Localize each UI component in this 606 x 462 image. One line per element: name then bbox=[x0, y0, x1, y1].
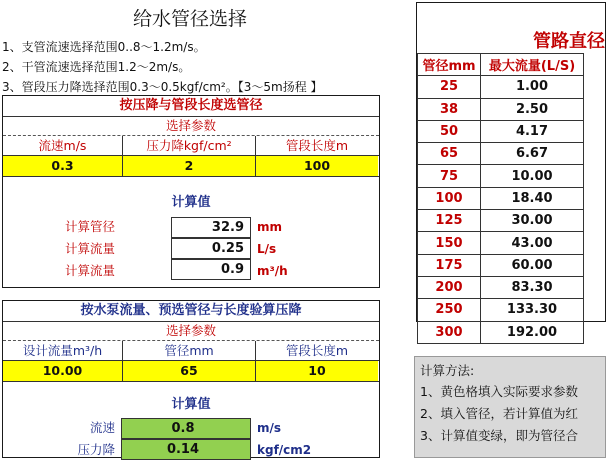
max-flow-cell: 4.17 bbox=[481, 120, 584, 142]
section2-results bbox=[3, 418, 379, 462]
pipe-table-row bbox=[418, 165, 584, 187]
pipe-table-row bbox=[418, 321, 584, 343]
column-header-diameter: 管径mm bbox=[123, 341, 256, 360]
velocity-input[interactable]: 0.3 bbox=[3, 156, 123, 176]
section-pressure-check bbox=[2, 300, 380, 458]
pipe-table-row bbox=[418, 143, 584, 165]
section1-column-headers bbox=[3, 136, 379, 156]
max-flow-cell: 10.00 bbox=[481, 165, 584, 187]
note-line-1: 1、支管流速选择范围0..8～1.2m/s。 bbox=[2, 40, 206, 54]
method-title: 计算方法: bbox=[420, 363, 475, 378]
section1-calc-label: 计算值 bbox=[171, 195, 211, 210]
method-line-2: 2、填入管径，若计算值为红 bbox=[420, 406, 578, 421]
pipe-table-grid bbox=[417, 53, 584, 344]
pipe-diameter-cell: 200 bbox=[418, 276, 481, 298]
calc-pressure-drop-label: 压力降 bbox=[77, 442, 115, 457]
max-flow-cell: 83.30 bbox=[481, 276, 584, 298]
pipe-diameter-cell: 150 bbox=[418, 232, 481, 254]
max-flow-cell: 18.40 bbox=[481, 187, 584, 209]
column-header-pressure-drop: 压力降kgf/cm² bbox=[123, 136, 256, 155]
section2-calc-label: 计算值 bbox=[171, 397, 211, 412]
pipe-table-header-row bbox=[418, 54, 584, 76]
pipe-diameter-cell: 75 bbox=[418, 165, 481, 187]
diameter-input[interactable]: 65 bbox=[123, 361, 256, 381]
max-flow-cell: 43.00 bbox=[481, 232, 584, 254]
calc-flow-m3h-unit: m³/h bbox=[257, 264, 288, 278]
pressure-drop-input[interactable]: 2 bbox=[123, 156, 256, 176]
pipe-diameter-table bbox=[416, 2, 606, 340]
method-line-1: 1、黄色格填入实际要求参数 bbox=[420, 384, 578, 399]
calc-flow-m3h-value: 0.9 bbox=[171, 259, 251, 280]
column-header-length: 管段长度m bbox=[285, 343, 349, 358]
pipe-table-row bbox=[418, 76, 584, 98]
pipe-diameter-cell: 175 bbox=[418, 254, 481, 276]
column-header-max-flow: 最大流量(L/S) bbox=[481, 54, 584, 76]
calc-velocity-value: 0.8 bbox=[121, 418, 251, 439]
max-flow-cell: 2.50 bbox=[481, 98, 584, 120]
length-input[interactable]: 100 bbox=[256, 156, 378, 176]
pipe-table-row bbox=[418, 187, 584, 209]
calc-diameter-value: 32.9 bbox=[171, 217, 251, 238]
pipe-table-row bbox=[418, 254, 584, 276]
note-line-3: 3、管段压力降选择范围0.3～0.5kgf/cm²。【3～5m扬程 】 bbox=[2, 80, 323, 94]
calc-pressure-drop-value: 0.14 bbox=[121, 439, 251, 460]
note-line-2: 2、干管流速选择范围1.2～2m/s。 bbox=[2, 60, 191, 74]
method-line-3: 3、计算值变绿，即为管径合 bbox=[420, 428, 578, 443]
pipe-diameter-cell: 38 bbox=[418, 98, 481, 120]
pipe-diameter-cell: 300 bbox=[418, 321, 481, 343]
calc-velocity-label: 流速 bbox=[89, 420, 115, 435]
pipe-diameter-cell: 65 bbox=[418, 143, 481, 165]
section2-header: 按水泵流量、预选管径与长度验算压降 bbox=[3, 301, 379, 322]
max-flow-cell: 6.67 bbox=[481, 143, 584, 165]
max-flow-cell: 60.00 bbox=[481, 254, 584, 276]
section2-input-row bbox=[3, 361, 379, 382]
page-title: 给水管径选择 bbox=[132, 8, 247, 30]
calc-diameter-label: 计算管径 bbox=[64, 219, 115, 234]
section-pressure-drop bbox=[2, 95, 380, 288]
length-input[interactable]: 10 bbox=[256, 361, 378, 381]
calc-velocity-unit: m/s bbox=[257, 421, 282, 435]
max-flow-cell: 30.00 bbox=[481, 210, 584, 232]
section2-column-headers bbox=[3, 341, 379, 361]
calc-flow-ls-unit: L/s bbox=[257, 242, 277, 256]
column-header-pipe-diameter: 管径mm bbox=[418, 54, 481, 76]
max-flow-cell: 192.00 bbox=[481, 321, 584, 343]
calc-flow-ls-value: 0.25 bbox=[171, 238, 251, 259]
max-flow-cell: 1.00 bbox=[481, 76, 584, 98]
pipe-diameter-cell: 125 bbox=[418, 210, 481, 232]
column-header-velocity: 流速m/s bbox=[3, 136, 123, 155]
calc-diameter-unit: mm bbox=[257, 220, 283, 234]
design-flow-input[interactable]: 10.00 bbox=[3, 361, 123, 381]
max-flow-cell: 133.30 bbox=[481, 299, 584, 321]
method-box bbox=[414, 356, 606, 458]
pipe-diameter-cell: 25 bbox=[418, 76, 481, 98]
pipe-table-row bbox=[418, 120, 584, 142]
section1-header: 按压降与管段长度选管径 bbox=[3, 96, 379, 117]
section1-params-label: 选择参数 bbox=[3, 117, 379, 136]
section1-input-row bbox=[3, 156, 379, 177]
pipe-table-row bbox=[418, 276, 584, 298]
column-header-length: 管段长度m bbox=[285, 138, 349, 153]
section2-params-label: 选择参数 bbox=[3, 322, 379, 341]
pipe-table-row bbox=[418, 299, 584, 321]
pipe-diameter-cell: 250 bbox=[418, 299, 481, 321]
section1-results bbox=[3, 217, 379, 285]
pipe-table-title: 管路直径 bbox=[533, 31, 605, 52]
pipe-table-row bbox=[418, 210, 584, 232]
column-header-design-flow: 设计流量m³/h bbox=[3, 341, 123, 360]
calc-flow-m3h-label: 计算流量 bbox=[64, 263, 115, 278]
calc-pressure-drop-unit: kgf/cm2 bbox=[257, 443, 312, 457]
calc-flow-ls-label: 计算流量 bbox=[64, 241, 115, 256]
pipe-table-row bbox=[418, 98, 584, 120]
pipe-diameter-cell: 100 bbox=[418, 187, 481, 209]
pipe-table-row bbox=[418, 232, 584, 254]
pipe-diameter-cell: 50 bbox=[418, 120, 481, 142]
